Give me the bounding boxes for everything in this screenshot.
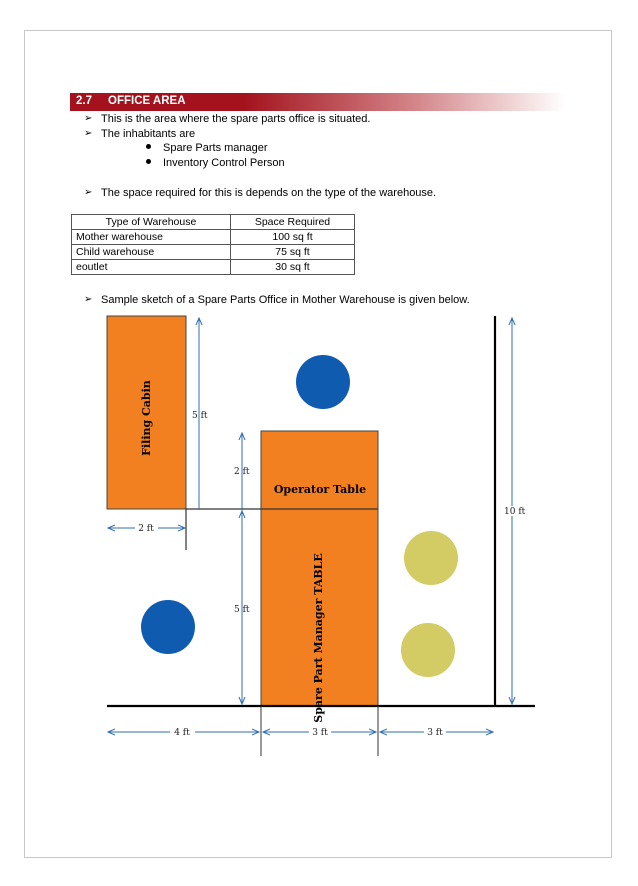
table-cell: Mother warehouse [72, 230, 231, 245]
filing-cabin-label: Filing Cabin [140, 380, 153, 456]
visitor-chair [404, 531, 458, 585]
table-cell: eoutlet [72, 260, 231, 275]
table-cell: 30 sq ft [231, 260, 355, 275]
arrow-bullet-icon: ➢ [84, 294, 93, 305]
sub-bullet-item: Spare Parts manager [146, 142, 268, 154]
dimension-label: 3 ft [312, 728, 328, 738]
operator-table-label: Operator Table [273, 483, 367, 496]
dimension-label: 2 ft [234, 467, 250, 477]
table-header-cell: Type of Warehouse [72, 215, 231, 230]
section-title: OFFICE AREA [108, 95, 186, 107]
operator-table [261, 431, 378, 509]
table-cell: Child warehouse [72, 245, 231, 260]
sub-bullet-item: Inventory Control Person [146, 157, 285, 169]
chair-top [296, 355, 350, 409]
table-cell: 100 sq ft [231, 230, 355, 245]
arrow-bullet-icon: ➢ [84, 113, 93, 124]
dimension-label: 10 ft [504, 507, 526, 517]
dimension-label: 4 ft [174, 728, 190, 738]
dimension-label: 2 ft [138, 524, 154, 534]
table-cell: 75 sq ft [231, 245, 355, 260]
dimension-label: 5 ft [192, 411, 208, 421]
manager-table-label: Spare Part Manager TABLE [312, 553, 325, 723]
section-number: 2.7 [76, 95, 92, 107]
dimension-label: 5 ft [234, 605, 250, 615]
arrow-bullet-icon: ➢ [84, 128, 93, 139]
visitor-chair [401, 623, 455, 677]
chair-left [141, 600, 195, 654]
table-header-cell: Space Required [231, 215, 355, 230]
dimension-label: 3 ft [427, 728, 443, 738]
arrow-bullet-icon: ➢ [84, 187, 93, 198]
